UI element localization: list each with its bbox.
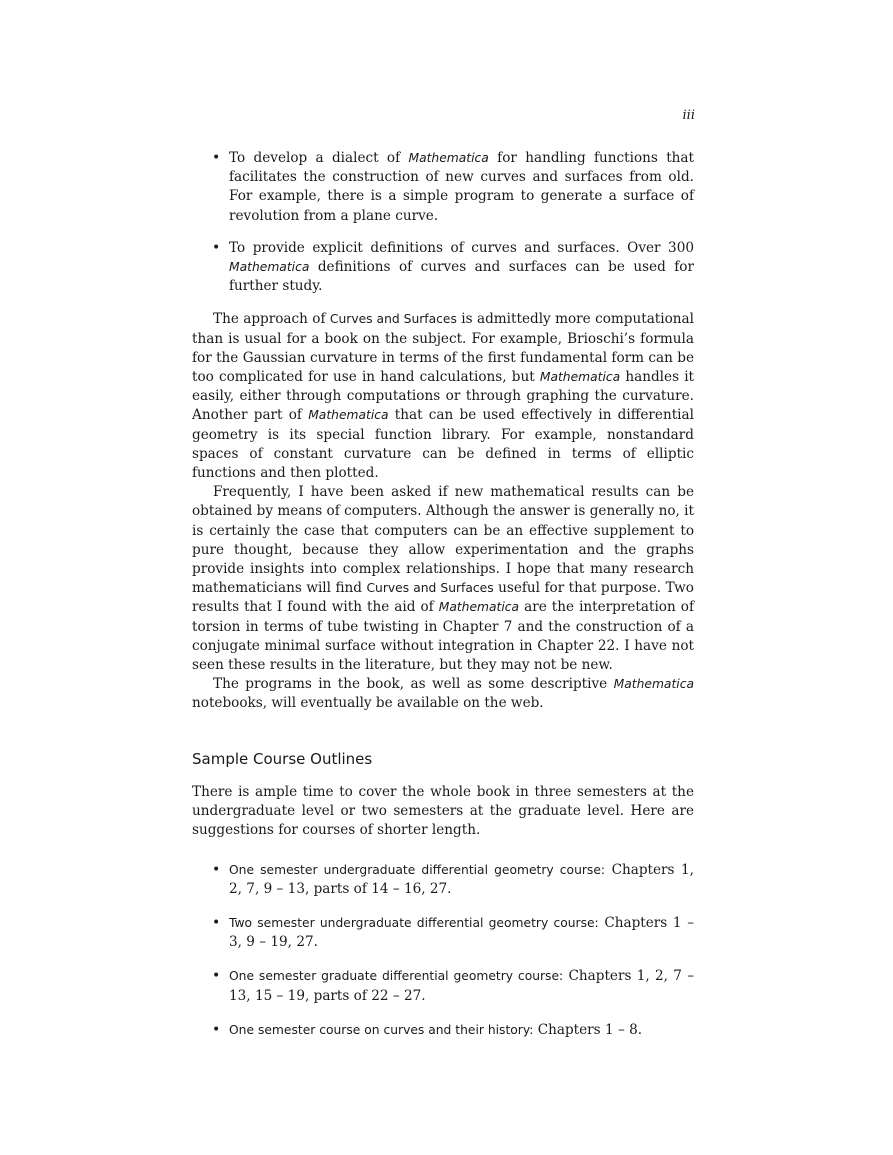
list-item — [192, 149, 694, 226]
text-run: that can be used effectively in differential geometry is its special function library. For example, nonstandard spaces of constant curvature can be defined in terms of elliptic functions and then plotted. — [192, 407, 694, 482]
software-name: Mathematica — [308, 408, 389, 423]
text-run: handles it easily, either through computations or through graphing the curvature. Another part of — [192, 369, 695, 424]
text-run: for handling functions that facilitates the construction of new curves and surfaces from old. For example, there is a simple program to generate a surface of revolution from a plane curve. — [229, 150, 694, 224]
course-title: One semester course on curves and their history: — [229, 1022, 534, 1037]
paragraph-computers — [192, 483, 694, 675]
course-title: Two semester undergraduate differential geometry course: — [229, 915, 599, 930]
software-name: Mathematica — [539, 370, 621, 385]
software-name: Mathematica — [408, 151, 489, 165]
main-text-column — [192, 149, 694, 1055]
section-heading: Sample Course Outlines — [192, 749, 373, 768]
text-run: definitions of curves and surfaces can be used for further study. — [229, 259, 694, 295]
course-outline-list — [192, 861, 694, 1040]
paragraph-programs — [192, 675, 694, 713]
course-title: One semester undergraduate differential geometry course: — [229, 862, 606, 877]
list-item — [192, 239, 694, 297]
course-chapters: Chapters 1 – 3, 9 – 19, 27. — [229, 914, 694, 951]
text-run: The approach of — [213, 311, 330, 328]
book-title: Curves and Surfaces — [366, 581, 494, 596]
software-name: Mathematica — [229, 260, 310, 275]
page-number: iii — [682, 108, 695, 123]
list-item — [192, 1021, 694, 1040]
book-title: Curves and Surfaces — [329, 312, 457, 327]
text-run: To provide explicit definitions of curves and surfaces. Over 300 — [229, 239, 694, 256]
text-run: To develop a dialect of — [229, 150, 409, 166]
goals-list — [192, 149, 694, 296]
text-run: useful for that purpose. Two results that I found with the aid of — [192, 580, 694, 616]
text-run: are the interpretation of torsion in terms of tube twisting in Chapter 7 and the construction of a conjugate minimal surface without integration in Chapter 22. I have not seen these results in the literature, but they may not be new. — [192, 599, 694, 674]
text-run: notebooks, will eventually be available on the web. — [192, 695, 544, 712]
course-chapters: Chapters 1 – 8. — [533, 1021, 643, 1038]
course-chapters: Chapters 1, 2, 7 – 13, 15 – 19, parts of 22 – 27. — [229, 968, 694, 1004]
paragraph-approach — [192, 310, 694, 483]
list-item — [192, 967, 694, 1005]
software-name: Mathematica — [438, 600, 520, 615]
text-run: The programs in the book, as well as some descriptive — [213, 676, 614, 693]
list-item — [192, 861, 694, 899]
text-run: Frequently, I have been asked if new mathematical results can be obtained by means of computers. Although the answer is generally no, it is certainly the case that computers can be an effective supplement to pure thought, because they allow experimentation and the graphs provide insights into complex relationships. I hope that many research mathematicians will find — [192, 484, 694, 597]
list-item — [192, 914, 694, 952]
course-title: One semester graduate differential geometry course: — [229, 969, 564, 984]
software-name: Mathematica — [613, 677, 694, 692]
section-intro: There is ample time to cover the whole book in three semesters at the undergraduate level or two semesters at the graduate level. Here are suggestions for courses of shorter length. — [192, 783, 694, 839]
course-chapters: Chapters 1, 2, 7, 9 – 13, parts of 14 – 16, 27. — [229, 861, 694, 897]
text-run: is admittedly more computational than is usual for a book on the subject. For example, Brioschi’s formula for the Gaussian curvature in terms of the first fundamental form can be too complicated for use in hand calculations, but — [192, 311, 695, 386]
